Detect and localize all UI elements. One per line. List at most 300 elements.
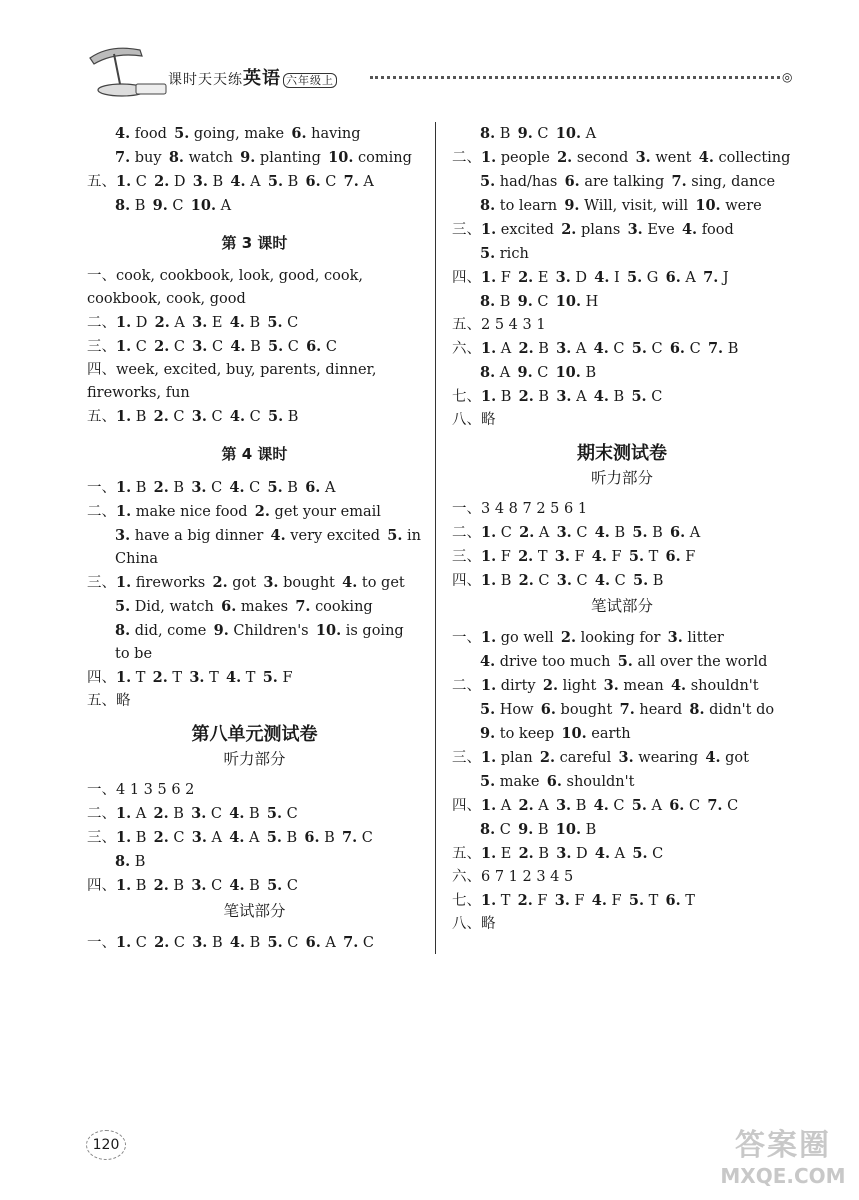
answer-line (452, 698, 792, 722)
answer-number: 1. (481, 548, 497, 565)
answer-number: 9. (240, 149, 256, 166)
answer-number: 3. (627, 221, 643, 238)
answer-value: B (134, 198, 146, 214)
answer-number: 4. (480, 653, 496, 670)
answer-number: 1. (481, 845, 497, 862)
answer-value: A (500, 798, 512, 814)
answer-number: 4. (229, 934, 246, 951)
answer-value: B (173, 878, 185, 894)
answer-number: 1. (116, 314, 132, 331)
answer-number: 6. (305, 173, 321, 190)
answer-value: B (614, 525, 626, 541)
answer-value: drive too much (499, 654, 611, 670)
answer-number: 2. (517, 892, 533, 909)
answer-value: A (135, 806, 147, 822)
answer-number: 3. (556, 524, 572, 541)
answer-value: B (652, 525, 663, 541)
answer-value: F (282, 670, 293, 686)
answer-number: 2. (153, 877, 169, 894)
answer-text: 略 (481, 412, 496, 428)
answer-number: 5. (267, 479, 283, 496)
answer-line (452, 650, 792, 674)
answer-value: B (287, 409, 299, 425)
answer-number: 6. (546, 773, 562, 790)
answer-value: A (499, 365, 511, 381)
answer-number: 3. (192, 934, 208, 951)
answer-number: 6. (305, 479, 321, 496)
answer-value: C (651, 341, 663, 357)
answer-number: 3. (635, 149, 651, 166)
answer-number: 4. (705, 749, 721, 766)
answer-number: 4. (229, 408, 246, 425)
answer-number: 9. (564, 197, 580, 214)
answer-text: week, excited, buy, parents, dinner, fireworks, fun (87, 362, 377, 401)
answer-number: 3. (556, 572, 572, 589)
answer-value: B (287, 174, 299, 190)
answer-value: have a big dinner (134, 528, 264, 544)
answer-number: 4. (229, 479, 245, 496)
answer-value: looking for (580, 630, 661, 646)
question-group-label: 二、 (87, 806, 116, 822)
answer-line (452, 569, 792, 593)
answer-value: B (212, 174, 224, 190)
answer-value: C (537, 294, 549, 310)
answer-line (87, 500, 422, 524)
right-column (452, 122, 792, 936)
answer-number: 2. (153, 829, 169, 846)
question-group-label: 一、 (87, 480, 116, 496)
answer-number: 1. (116, 934, 132, 951)
answer-value: T (500, 893, 511, 909)
answer-number: 1. (116, 574, 132, 591)
answer-value: E (500, 846, 512, 862)
answer-value: G (646, 270, 659, 286)
header-dotted-rule (370, 76, 780, 79)
answer-value: C (172, 198, 184, 214)
answer-number: 7. (707, 340, 724, 357)
answer-value: C (325, 339, 337, 355)
question-group-label: 五、 (452, 317, 481, 333)
answer-value: C (362, 935, 374, 951)
answer-line (452, 146, 792, 170)
answer-value: C (211, 878, 223, 894)
answer-value: C (576, 573, 588, 589)
answer-line (452, 545, 792, 569)
answer-number: 7. (671, 173, 687, 190)
answer-number: 3. (554, 892, 570, 909)
answer-number: 3. (189, 669, 205, 686)
answer-value: F (500, 549, 511, 565)
answer-value: C (135, 339, 147, 355)
answer-number: 6. (305, 934, 321, 951)
answer-value: B (652, 573, 664, 589)
answer-number: 4. (270, 527, 286, 544)
answer-value: B (211, 935, 223, 951)
answer-value: F (611, 893, 622, 909)
answer-line (452, 794, 792, 818)
answer-number: 5. (267, 877, 283, 894)
answer-number: 4. (342, 574, 358, 591)
answer-number: 1. (481, 388, 497, 405)
question-group-label: 八、 (452, 412, 481, 428)
answer-value: A (500, 341, 512, 357)
answer-value: T (135, 670, 146, 686)
question-group-label: 二、 (452, 150, 481, 166)
answer-value: B (575, 798, 587, 814)
answer-line (452, 218, 792, 242)
answer-number: 5. (267, 934, 283, 951)
answer-line (87, 595, 422, 619)
answer-value: C (613, 798, 625, 814)
answer-value: A (363, 174, 374, 190)
answer-number: 2. (153, 805, 169, 822)
answer-value: C (211, 339, 224, 355)
answer-value: shouldn't (566, 774, 635, 790)
column-divider (435, 122, 436, 954)
answer-number: 1. (481, 892, 497, 909)
answer-value: H (585, 294, 599, 310)
answer-number: 4. (229, 805, 245, 822)
answer-value: coming (358, 150, 412, 166)
answer-text: 略 (116, 693, 131, 709)
answer-number: 2. (154, 173, 170, 190)
answer-value: C (287, 315, 299, 331)
answer-value: go well (500, 630, 554, 646)
answer-number: 5. (480, 773, 496, 790)
answer-line (87, 146, 422, 170)
answer-value: A (689, 525, 701, 541)
question-group-label: 六、 (452, 341, 481, 357)
answer-number: 4. (670, 677, 687, 694)
answer-number: 1. (481, 269, 497, 286)
answer-value: A (211, 830, 222, 846)
question-group-label: 五、 (87, 693, 116, 709)
answer-line (452, 818, 792, 842)
question-group-label: 三、 (452, 549, 481, 565)
answer-value: all over the world (637, 654, 768, 670)
answer-value: A (174, 315, 185, 331)
answer-number: 4. (230, 173, 246, 190)
answer-value: B (613, 389, 625, 405)
answer-value: A (220, 198, 232, 214)
answer-number: 5. (631, 340, 647, 357)
answer-value: C (614, 573, 626, 589)
answer-value: get your email (274, 504, 381, 520)
answer-number: 1. (116, 173, 132, 190)
answer-number: 5. (627, 269, 643, 286)
answer-value: A (575, 341, 587, 357)
answer-number: 5. (617, 653, 633, 670)
answer-number: 8. (480, 293, 496, 310)
answer-text: 6 7 1 2 3 4 5 (481, 869, 574, 885)
answer-number: 2. (518, 548, 534, 565)
answer-line (452, 242, 792, 266)
desk-lamp-icon (80, 40, 170, 102)
answer-number: 4. (230, 338, 246, 355)
answer-value: people (500, 150, 550, 166)
answer-value: C (576, 525, 588, 541)
question-group-label: 八、 (452, 916, 481, 932)
answer-line (452, 913, 792, 936)
answer-number: 3. (115, 527, 131, 544)
answer-number: 5. (174, 125, 190, 142)
answer-value: A (538, 525, 550, 541)
answer-number: 6. (669, 797, 685, 814)
answer-value: got (232, 575, 257, 591)
answer-value: Eve (647, 222, 675, 238)
answer-value: C (211, 409, 223, 425)
answer-value: B (537, 822, 549, 838)
answer-line (87, 265, 422, 311)
answer-number: 8. (115, 622, 131, 639)
answer-value: litter (687, 630, 724, 646)
answer-value: B (287, 480, 298, 496)
header-title-grade: 六年级上 (283, 73, 337, 88)
question-group-label: 四、 (452, 270, 481, 286)
answer-number: 10. (555, 293, 581, 310)
answer-line (452, 290, 792, 314)
answer-number: 4. (229, 314, 245, 331)
question-group-label: 三、 (87, 830, 116, 846)
answer-number: 4. (229, 829, 245, 846)
answer-line (452, 498, 792, 521)
answer-line (87, 311, 422, 335)
answer-value: D (173, 174, 186, 190)
answer-number: 9. (152, 197, 168, 214)
answer-number: 3. (192, 338, 208, 355)
answer-number: 1. (481, 677, 497, 694)
answer-value: C (651, 389, 663, 405)
answer-value: C (287, 339, 299, 355)
answer-number: 4. (594, 572, 611, 589)
answer-number: 1. (481, 797, 497, 814)
answer-number: 10. (561, 725, 587, 742)
answer-number: 1. (481, 629, 497, 646)
answer-number: 5. (387, 527, 403, 544)
answer-value: in China (115, 528, 421, 567)
answer-value: C (361, 830, 373, 846)
answer-value: B (249, 878, 260, 894)
answer-line (452, 409, 792, 432)
answer-number: 7. (707, 797, 723, 814)
answer-line (452, 122, 792, 146)
page-number: 120 (86, 1130, 126, 1160)
answer-number: 4. (594, 524, 610, 541)
answer-value: were (725, 198, 762, 214)
answer-value: to keep (499, 726, 555, 742)
answer-value: B (249, 935, 261, 951)
answer-value: having (311, 126, 361, 142)
test-title: 期末测试卷 (577, 443, 667, 464)
answer-number: 4. (593, 388, 609, 405)
answer-value: Children's (233, 623, 309, 639)
answer-value: F (574, 549, 585, 565)
answer-number: 1. (481, 524, 497, 541)
answer-value: bought (560, 702, 613, 718)
question-group-label: 六、 (452, 869, 481, 885)
answer-value: is going to be (115, 623, 404, 662)
answer-value: Did, watch (134, 599, 214, 615)
answer-line (452, 674, 792, 698)
answer-number: 5. (262, 669, 278, 686)
answer-number: 2. (152, 669, 168, 686)
answer-value: T (648, 549, 659, 565)
answer-line (87, 931, 422, 955)
answer-value: sing, dance (691, 174, 776, 190)
answer-number: 1. (116, 503, 132, 520)
answer-number: 4. (593, 797, 609, 814)
question-group-label: 二、 (452, 525, 481, 541)
answer-value: B (135, 878, 147, 894)
answer-number: 3. (191, 829, 207, 846)
answer-number: 5. (480, 245, 496, 262)
answer-number: 6. (670, 524, 686, 541)
answer-number: 3. (555, 269, 571, 286)
answer-number: 5. (631, 797, 647, 814)
answer-value: C (613, 341, 625, 357)
answer-number: 10. (328, 149, 354, 166)
answer-number: 5. (480, 173, 496, 190)
answer-number: 10. (315, 622, 342, 639)
answer-number: 5. (266, 805, 283, 822)
answer-number: 6. (540, 701, 556, 718)
answer-number: 7. (343, 173, 359, 190)
answer-value: C (689, 341, 701, 357)
answer-value: careful (559, 750, 612, 766)
answer-number: 5. (267, 314, 283, 331)
answer-line (87, 405, 422, 429)
answer-number: 7. (343, 934, 359, 951)
answer-value: to learn (499, 198, 558, 214)
answer-value: A (651, 798, 662, 814)
answer-number: 10. (190, 197, 216, 214)
answer-number: 5. (628, 892, 644, 909)
answer-line (452, 866, 792, 889)
answer-value: D (576, 846, 588, 862)
answer-number: 9. (517, 293, 533, 310)
answer-value: C (652, 846, 664, 862)
answer-number: 3. (191, 877, 207, 894)
answer-value: B (249, 315, 261, 331)
answer-number: 2. (519, 524, 535, 541)
answer-number: 10. (555, 364, 581, 381)
question-group-label: 四、 (452, 573, 481, 589)
answer-number: 2. (153, 479, 169, 496)
answer-line (87, 666, 422, 690)
answer-value: Will, visit, will (584, 198, 689, 214)
question-group-label: 五、 (87, 174, 116, 190)
answer-number: 6. (669, 340, 685, 357)
left-column (87, 122, 422, 955)
answer-value: B (538, 389, 550, 405)
answer-line (87, 802, 422, 826)
answer-line (452, 314, 792, 337)
answer-text: 略 (481, 916, 496, 932)
answer-number: 4. (229, 877, 245, 894)
answer-value: to get (361, 575, 405, 591)
answer-number: 7. (342, 829, 358, 846)
answer-value: C (500, 525, 512, 541)
header-title (168, 64, 337, 90)
answer-number: 4. (591, 548, 607, 565)
answer-value: T (685, 893, 695, 909)
answer-value: didn't do (709, 702, 775, 718)
answer-number: 9. (517, 364, 533, 381)
answer-value: B (135, 409, 147, 425)
answer-number: 2. (560, 629, 577, 646)
answer-line (452, 770, 792, 794)
question-group-label: 七、 (452, 893, 481, 909)
answer-number: 7. (295, 598, 311, 615)
watermark-bottom: MXQE.COM (720, 1164, 846, 1188)
answer-value: light (562, 678, 597, 694)
answer-number: 1. (116, 829, 132, 846)
answer-value: C (211, 480, 223, 496)
answer-value: A (576, 389, 587, 405)
answer-line (87, 194, 422, 218)
answer-value: shouldn't (690, 678, 759, 694)
answer-value: B (135, 830, 147, 846)
answer-value: plan (500, 750, 533, 766)
answer-value: fireworks (135, 575, 206, 591)
answer-value: excited (500, 222, 554, 238)
answer-value: plans (580, 222, 621, 238)
answer-number: 9. (517, 125, 533, 142)
answer-number: 5. (266, 829, 282, 846)
answer-value: C (727, 798, 739, 814)
answer-number: 2. (154, 314, 170, 331)
answer-number: 2. (518, 845, 534, 862)
answer-value: B (249, 806, 260, 822)
answer-line (452, 170, 792, 194)
answer-line (87, 826, 422, 850)
answer-value: C (173, 409, 185, 425)
answer-value: bought (283, 575, 335, 591)
question-group-label: 一、 (87, 782, 116, 798)
answer-number: 6. (304, 829, 320, 846)
answer-number: 4. (594, 269, 610, 286)
answer-value: did, come (134, 623, 207, 639)
answer-value: T (648, 893, 659, 909)
answer-value: had/has (499, 174, 558, 190)
answer-number: 6. (665, 548, 681, 565)
answer-number: 5. (267, 338, 284, 355)
answer-number: 2. (254, 503, 270, 520)
answer-number: 1. (481, 221, 497, 238)
answer-value: I (614, 270, 620, 286)
page-header (70, 40, 800, 110)
answer-value: cooking (315, 599, 373, 615)
answer-value: E (537, 270, 549, 286)
answer-value: T (537, 549, 548, 565)
answer-value: B (499, 294, 511, 310)
answer-value: went (655, 150, 692, 166)
answer-number: 4. (591, 892, 607, 909)
answer-value: food (134, 126, 167, 142)
answer-value: A (250, 174, 261, 190)
answer-value: rich (499, 246, 529, 262)
answer-value: C (286, 878, 298, 894)
answer-value: C (173, 339, 185, 355)
answer-number: 2. (518, 340, 534, 357)
answer-number: 3. (192, 173, 208, 190)
answer-line (452, 842, 792, 866)
answer-number: 4. (698, 149, 714, 166)
answer-value: J (722, 270, 729, 286)
answer-line (87, 524, 422, 571)
answer-number: 1. (116, 669, 132, 686)
answer-number: 8. (480, 125, 496, 142)
